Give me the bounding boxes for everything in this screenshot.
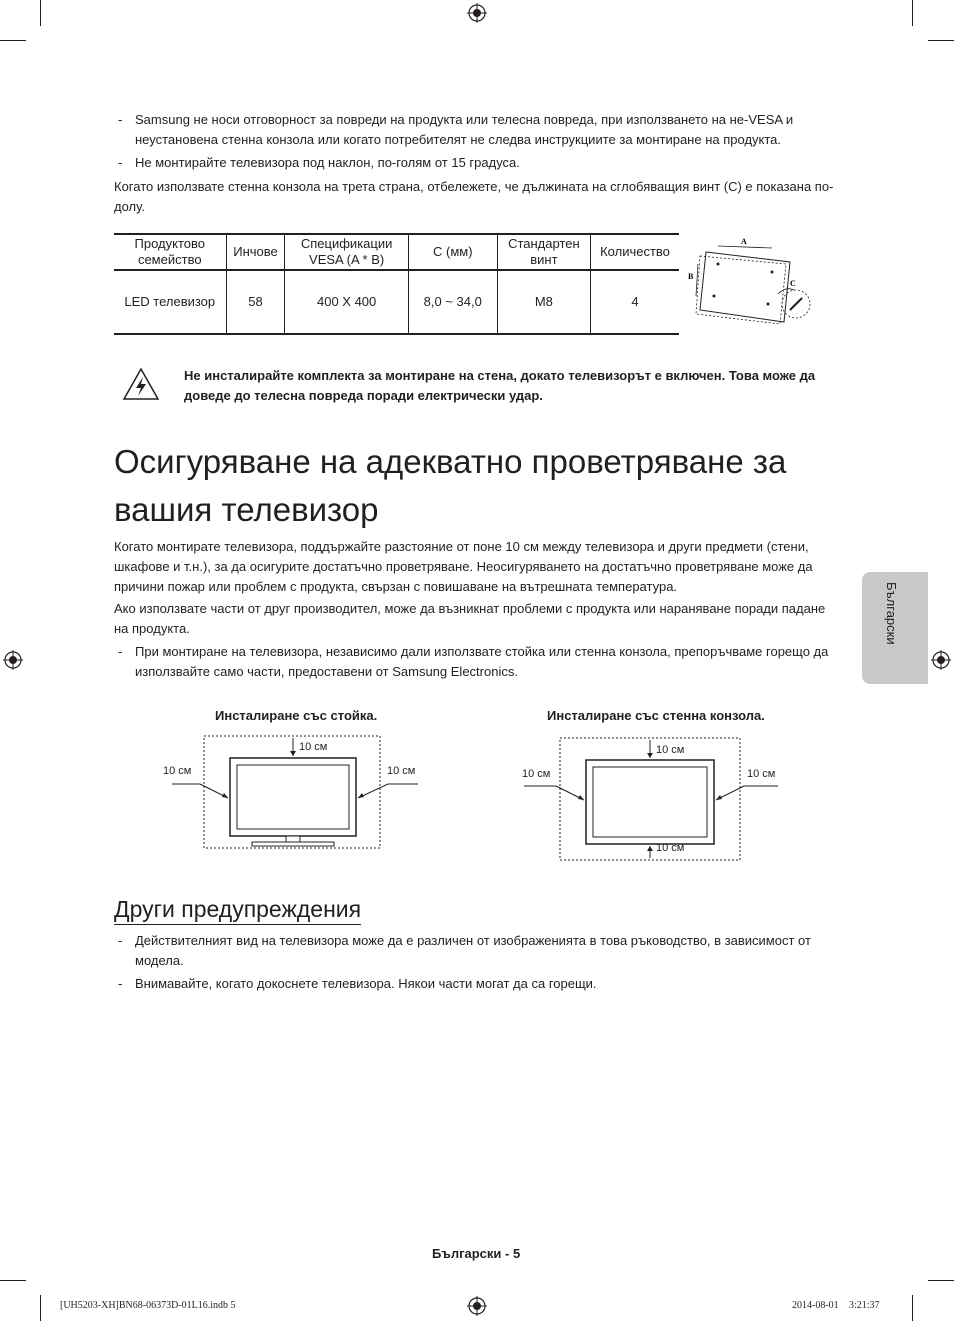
bullet-text: При монтиране на телевизора, независимо дали използвате стойка или стенна конзола, препоръчваме горещо да използвайте само части, предоставени от Samsung Electronics.	[135, 644, 829, 679]
section-paragraph: Когато монтирате телевизора, поддържайте разстояние от поне 10 см между телевизора и други предмети (стени, шкафове и т.н.), за да осигурите достатъчно проветряване. Неосигуряването на достатъчно проветряване може да причини пожар или проблем с продукта, свързан с повишаване на вътрешната температура.	[114, 539, 813, 594]
label-c: C	[790, 279, 796, 288]
crop-mark	[0, 1280, 26, 1281]
registration-mark-icon	[467, 3, 487, 23]
warning-text: Не инсталирайте комплекта за монтиране на стена, докато телевизорът е включен. Това може да доведе до телесна повреда поради електрически удар.	[184, 368, 816, 403]
table-cell: 8,0 ~ 34,0	[408, 270, 497, 334]
table-header: Продуктово семейство	[114, 234, 226, 270]
table-header: Количество	[591, 234, 679, 270]
table-cell: LED телевизор	[114, 270, 226, 334]
bullet-text: Внимавайте, когато докоснете телевизора. Някои части могат да са горещи.	[135, 976, 597, 991]
table-cell: 400 X 400	[285, 270, 408, 334]
stand-install-title: Инсталиране със стойка.	[215, 708, 378, 723]
crop-mark	[928, 1280, 954, 1281]
label-a: A	[741, 237, 747, 246]
table-header: Спецификации VESA (A * B)	[285, 234, 408, 270]
registration-mark-icon	[467, 1296, 487, 1316]
table-cell: M8	[497, 270, 590, 334]
table-header: Инчове	[226, 234, 285, 270]
table-cell: 4	[591, 270, 679, 334]
label-b: B	[688, 272, 694, 281]
bullet-text: Не монтирайте телевизора под наклон, по-голям от 15 градуса.	[135, 155, 520, 170]
language-side-tab	[862, 572, 928, 684]
intro-paragraph: Когато използвате стенна конзола на трета страна, отбележете, че дължината на сглобяващия винт (C) е показана по-долу.	[114, 179, 834, 214]
crop-mark	[928, 40, 954, 41]
electric-shock-warning-icon	[122, 367, 160, 401]
distance-label: 10 см	[656, 744, 685, 756]
registration-mark-icon	[3, 650, 23, 670]
crop-mark	[912, 1295, 913, 1321]
file-info: [UH5203-XH]BN68-06373D-01L16.indb 5	[60, 1300, 236, 1311]
crop-mark	[40, 0, 41, 26]
bullet-text: Действителният вид на телевизора може да е различен от изображенията в това ръководство, в зависимост от модела.	[135, 933, 811, 968]
distance-label: 10 см	[747, 768, 776, 780]
table-header: Стандартен винт	[497, 234, 590, 270]
distance-label: 10 см	[522, 768, 551, 780]
section-paragraph: Ако използвате части от друг производител, може да възникнат проблеми с продукта или нараняване поради падане на продукта.	[114, 601, 826, 636]
section-title: Други предупреждения	[114, 894, 361, 925]
distance-label: 10 см	[163, 765, 192, 777]
distance-label: 10 см	[299, 741, 328, 753]
registration-mark-icon	[931, 650, 951, 670]
section-title: Осигуряване на адекватно проветряване за вашия телевизор	[114, 443, 787, 528]
wall-clearance-diagram	[520, 734, 782, 862]
crop-mark	[40, 1295, 41, 1321]
crop-mark	[0, 40, 26, 41]
wall-install-title: Инсталиране със стенна конзола.	[547, 708, 765, 723]
distance-label: 10 см	[387, 765, 416, 777]
stand-clearance-diagram	[160, 734, 430, 852]
vesa-spec-table	[114, 233, 679, 335]
page-number: Български - 5	[432, 1246, 521, 1261]
bullet-text: Samsung не носи отговорност за повреди на продукта или телесна повреда, при използването на не-VESA и неустановена стенна конзола или когато потребителят не следва инструкциите за монтиране на продукта.	[135, 112, 794, 147]
language-tab-label: Български	[884, 582, 899, 645]
distance-label: 10 см	[656, 842, 685, 854]
wall-mount-diagram	[686, 234, 814, 328]
table-row	[114, 270, 679, 334]
date-info: 2014-08-01 ￿3:21:37	[792, 1300, 880, 1311]
table-header: C (мм)	[408, 234, 497, 270]
crop-mark	[912, 0, 913, 26]
table-cell: 58	[226, 270, 285, 334]
